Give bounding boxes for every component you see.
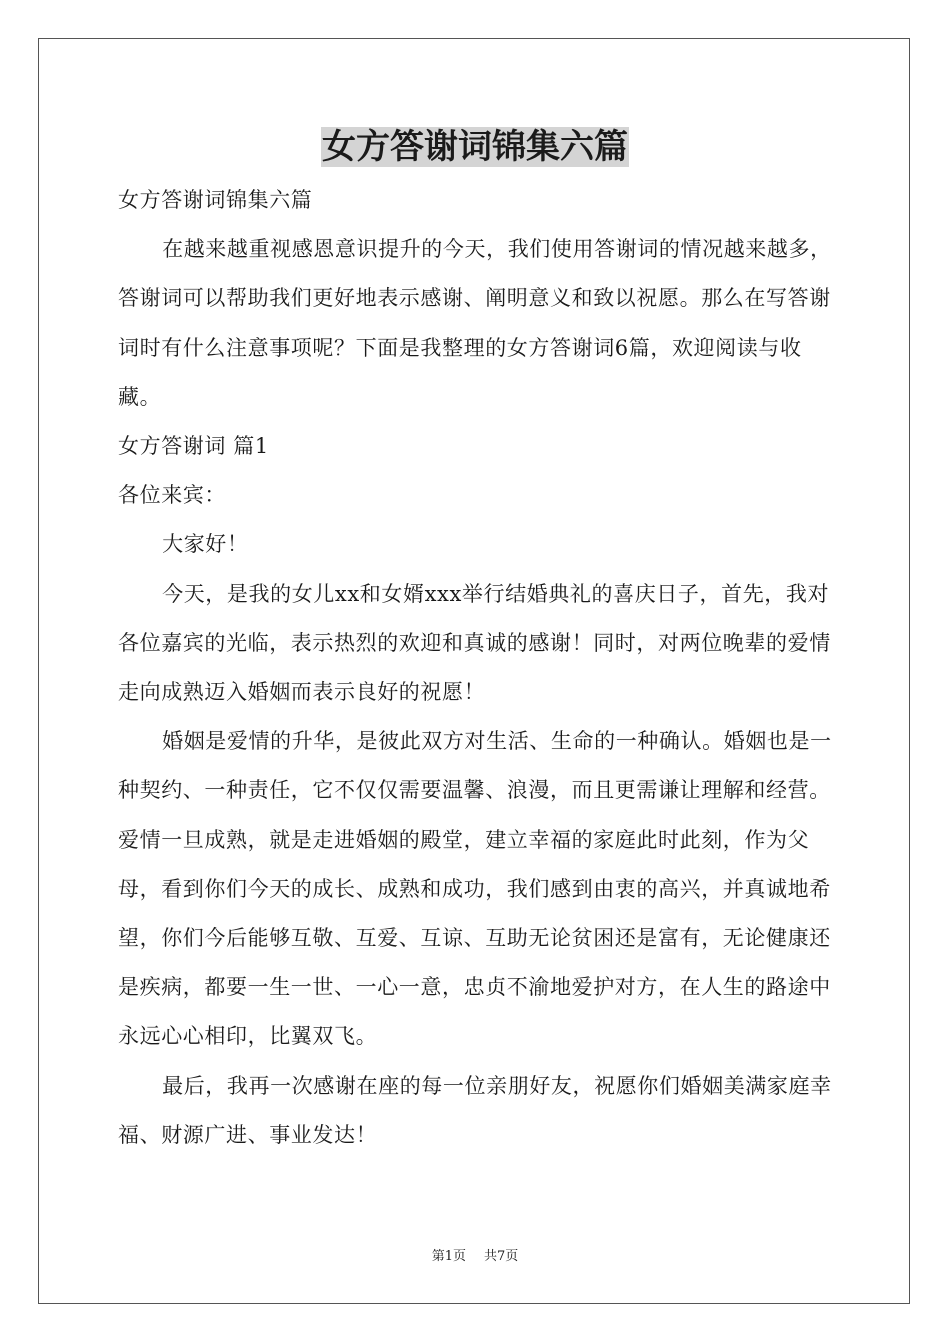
page-total: 共7页 bbox=[484, 1249, 519, 1264]
body-paragraph: 今天，是我的女儿xx和女婿xxx举行结婚典礼的喜庆日子，首先，我对各位嘉宾的光临，表示热烈的欢迎和真诚的感谢！同时，对两位晚辈的爱情走向成熟迈入婚姻而表示良好的祝愿！ bbox=[118, 581, 831, 705]
intro-paragraph: 在越来越重视感恩意识提升的今天，我们使用答谢词的情况越来越多，答谢词可以帮助我们更好地表示感谢、阐明意义和致以祝愿。那么在写答谢词时有什么注意事项呢？下面是我整理的女方答谢词6篇，欢迎阅读与收藏。 bbox=[118, 237, 832, 409]
greeting-paragraph: 大家好！ bbox=[162, 532, 249, 557]
salutation-paragraph: 各位来宾： bbox=[118, 483, 226, 508]
document-body bbox=[118, 176, 834, 1160]
document-title bbox=[0, 124, 950, 170]
page-number: 第1页 bbox=[431, 1249, 466, 1264]
body-paragraph: 婚姻是爱情的升华，是彼此双方对生活、生命的一种确认。婚姻也是一种契约、一种责任，它不仅仅需要温馨、浪漫，而且更需谦让理解和经营。爱情一旦成熟，就是走进婚姻的殿堂，建立幸福的家庭此时此刻，作为父母，看到你们今天的成长、成熟和成功，我们感到由衷的高兴，并真诚地希望，你们今后能够互敬、互爱、互谅、互助无论贫困还是富有，无论健康还是疾病，都要一生一世、一心一意，忠贞不渝地爱护对方，在人生的路途中永远心心相印，比翼双飞。 bbox=[118, 729, 832, 1049]
closing-paragraph: 最后，我再一次感谢在座的每一位亲朋好友，祝愿你们婚姻美满家庭幸福、财源广进、事业发达！ bbox=[118, 1073, 832, 1147]
section-heading: 女方答谢词 篇1 bbox=[118, 434, 269, 459]
subtitle-paragraph: 女方答谢词锦集六篇 bbox=[118, 188, 313, 212]
page-footer bbox=[0, 1248, 950, 1266]
document-title-text: 女方答谢词锦集六篇 bbox=[322, 127, 628, 167]
